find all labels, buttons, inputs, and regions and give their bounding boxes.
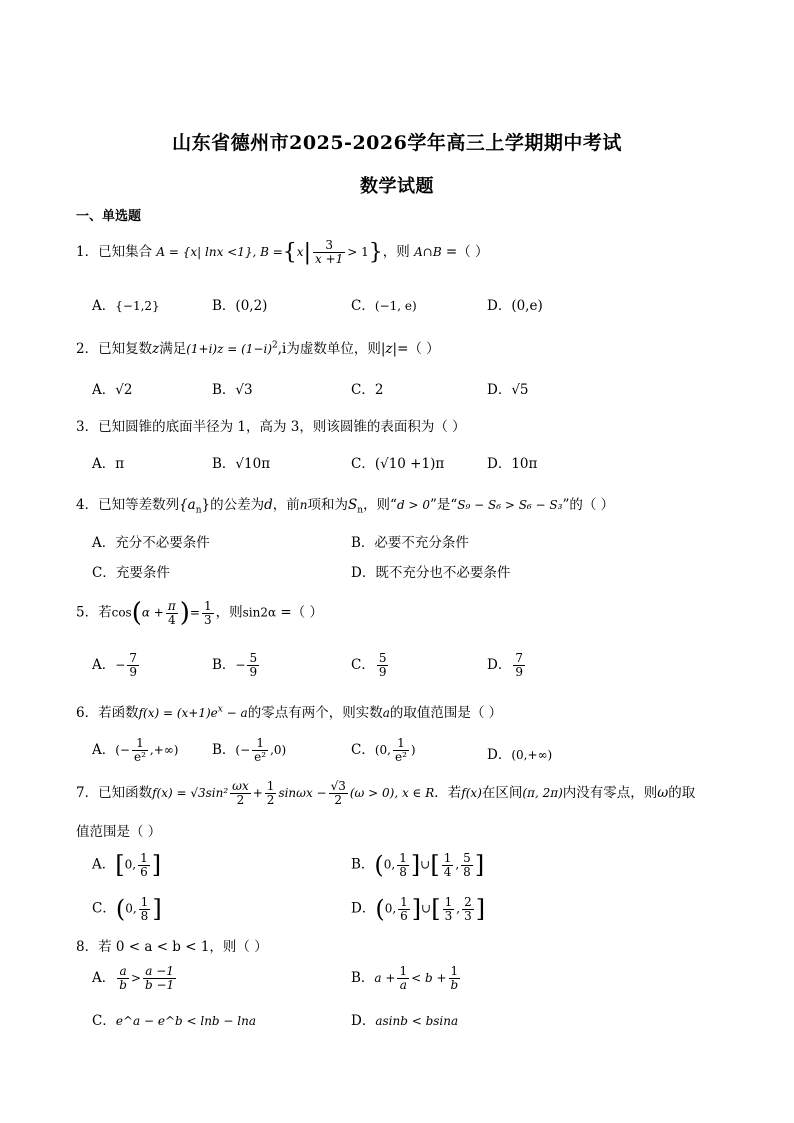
q5-option-c: C． $\frac{5}{9}$ <box>351 651 387 679</box>
section-heading: 一、单选题 <box>76 209 142 224</box>
q1-option-a: A．{−1,2} <box>92 298 160 314</box>
q6-option-c: C．(0, $\frac{1}{\text{e²}}$ ) <box>351 736 416 764</box>
q1-intersect: A∩B <box>414 245 442 259</box>
q2-option-a: A．√2 <box>92 382 133 398</box>
q8-option-b: B．a + $\frac{1}{a}$ < b + $\frac{1}{b}$ <box>351 964 459 992</box>
q1-set-b: B = <box>260 245 283 259</box>
q6-option-b: B．(− $\frac{1}{\text{e²}}$ ,0) <box>212 736 287 764</box>
q4-option-d: D．既不充分也不必要条件 <box>351 565 511 581</box>
q5-option-b: B．− $\frac{5}{9}$ <box>212 651 258 679</box>
q7-option-d: D．(0, $\frac{1}{6}$ ]∪[ $\frac{1}{3}$ , $\frac{2}{3}$ ] <box>351 894 486 923</box>
exam-title: 山东省德州市2025-2026学年高三上学期期中考试 <box>172 132 622 154</box>
q1-option-c: C．(−1, e) <box>351 298 417 314</box>
q5-option-d: D． $\frac{7}{9}$ <box>487 651 523 679</box>
question-7-line2: 值范围是（ ） <box>76 824 162 840</box>
q2-option-b: B．√3 <box>212 382 253 398</box>
question-1: 1．已知集合 A = {x| lnx <1}, B ={x| $\frac{3}{x +1}$ > 1}，则 A∩B =（ ） <box>76 238 489 266</box>
q1-mid: ，则 <box>382 244 415 260</box>
q3-option-d: D．10π <box>487 456 538 472</box>
question-2: 2．已知复数z满足$(1+i)z = (1-i)^2,i$为虚数单位，则|z|=（ ） <box>76 340 440 357</box>
q3-option-a: A．π <box>92 456 125 472</box>
q8-option-c: C．e^a − e^b < lnb − lna <box>92 1013 257 1029</box>
exam-subtitle: 数学试题 <box>360 176 434 197</box>
q2-option-d: D．√5 <box>487 382 529 398</box>
q4-option-b: B．必要不充分条件 <box>351 535 469 551</box>
question-7: 7．已知函数f(x) = √3sin² $\frac{\omega x}{2}$ + $\frac{1}{2}$ sinωx − $\frac{√3}{2}$ (ω > 0), x ∈ R．若f(x)在区间(π, 2π)内没有零点，则ω的取 <box>76 779 696 807</box>
q3-option-b: B．√10π <box>212 456 271 472</box>
q7-option-b: B．(0, $\frac{1}{8}$ ]∪[ $\frac{1}{4}$ , $\frac{5}{8}$ ] <box>351 850 485 879</box>
q1-fraction: $\frac{3}{x +1}$ <box>315 238 344 266</box>
q1-option-d: D．(0,e) <box>487 298 543 314</box>
q2-option-c: C．2 <box>351 382 384 398</box>
question-5: 5．若cos(α + $\frac{\pi}{4}$ )= $\frac{1}{3}$ ，则sin2α =（ ） <box>76 598 323 628</box>
question-8: 8．若 0 < a < b < 1，则（ ） <box>76 939 268 955</box>
q4-option-c: C．充要条件 <box>92 565 170 581</box>
q5-option-a: A．− $\frac{7}{9}$ <box>92 651 137 679</box>
q6-option-a: A．(− $\frac{1}{\text{e²}}$ ,+∞) <box>92 736 179 764</box>
q1-set-a: A = {x| lnx <1}, <box>156 245 261 259</box>
q7-option-c: C．(0, $\frac{1}{8}$ ] <box>92 894 162 923</box>
question-3: 3．已知圆锥的底面半径为 1，高为 3，则该圆锥的表面积为（ ） <box>76 419 466 435</box>
q1-prefix: 1．已知集合 <box>76 244 157 260</box>
q7-option-a: A．[0, $\frac{1}{6}$ ] <box>92 850 162 879</box>
q4-option-a: A．充分不必要条件 <box>92 535 210 551</box>
question-4: 4．已知等差数列$\{a_n\}$的公差为d，前n项和为$S_n$，则“d > 0”是“S₉ − S₆ > S₆ − S₃”的（ ） <box>76 497 615 516</box>
q1-gt: > 1 <box>347 245 369 259</box>
q1-end: =（ ） <box>441 244 489 260</box>
q3-option-c: C．(√10 +1)π <box>351 456 445 472</box>
q1-x: x <box>296 245 304 259</box>
q8-option-d: D．asinb < bsina <box>351 1013 459 1029</box>
q1-option-b: B．(0,2) <box>212 298 268 314</box>
q6-option-d: D．(0,+∞) <box>487 747 553 763</box>
question-6: 6．若函数$f(x) = (x+1)e^x - a$的零点有两个，则实数a的取值范围是（ ） <box>76 704 503 721</box>
q8-option-a: A． $\frac{a}{b}$ > $\frac{a -1}{b -1}$ <box>92 964 175 992</box>
